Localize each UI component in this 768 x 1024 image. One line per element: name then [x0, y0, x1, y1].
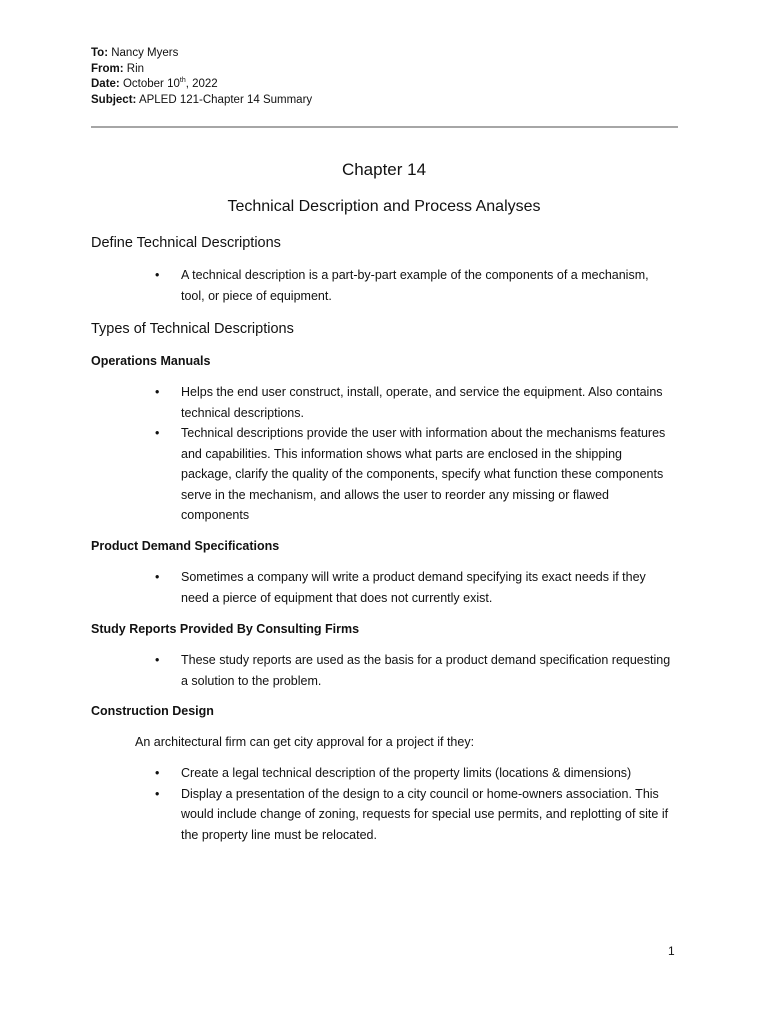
construction-bullet-list	[155, 763, 675, 845]
heading-types-of-technical-descriptions: Types of Technical Descriptions	[91, 321, 294, 337]
list-item-text: A technical description is a part-by-part example of the components of a mechanism, tool, or piece of equipment.	[181, 268, 649, 303]
chapter-subtitle: Technical Description and Process Analyses	[227, 198, 541, 215]
define-bullet-list	[155, 265, 675, 306]
list-item-text: Create a legal technical description of the property limits (locations & dimensions)	[181, 766, 632, 780]
bullet-icon: •	[155, 653, 160, 667]
chapter-title: Chapter 14	[341, 160, 427, 179]
memo-date	[91, 77, 312, 93]
heading-define-technical-descriptions: Define Technical Descriptions	[91, 235, 281, 251]
list-item-text: Sometimes a company will write a product demand specifying its exact needs if they need a pierce of equipment that does not currently exist.	[181, 570, 646, 605]
list-item	[155, 763, 675, 784]
memo-date-suffix: th	[179, 77, 186, 85]
memo-to-label: To:	[91, 47, 109, 59]
study-reports-bullet-list	[155, 650, 675, 691]
memo-from	[91, 62, 312, 78]
bullet-icon: •	[155, 786, 160, 801]
memo-divider	[91, 126, 678, 128]
bullet-icon: •	[155, 426, 160, 440]
list-item	[155, 423, 675, 526]
memo-header	[91, 46, 312, 108]
memo-from-label: From:	[91, 62, 124, 75]
operations-bullet-list	[155, 382, 675, 526]
list-item-text: Helps the end user construct, install, operate, and service the equipment. Also contains technical descriptions.	[181, 385, 663, 420]
page-number: 1	[668, 944, 675, 958]
bullet-icon: •	[155, 766, 160, 780]
construction-intro: An architectural firm can get city approval for a project if they:	[135, 735, 475, 749]
memo-date-label: Date:	[91, 78, 120, 90]
product-demand-bullet-list	[155, 567, 675, 608]
heading-operations-manuals: Operations Manuals	[91, 354, 211, 368]
memo-from-value: Rin	[126, 62, 145, 75]
list-item-text: Display a presentation of the design to a city council or home-owners association. This would include change of zoning, requests for special use permits, and replotting of site if the property line must be relocated.	[181, 786, 669, 842]
memo-to-value: Nancy Myers	[111, 47, 179, 59]
memo-to	[91, 46, 312, 62]
list-item	[155, 650, 675, 691]
list-item	[155, 567, 675, 608]
memo-subject-label: Subject:	[91, 93, 137, 106]
list-item	[155, 265, 675, 306]
heading-study-reports: Study Reports Provided By Consulting Firms	[91, 622, 360, 636]
memo-subject	[91, 93, 312, 109]
memo-subject-value: APLED 121-Chapter 14 Summary	[138, 93, 313, 106]
memo-date-year: , 2022	[185, 78, 218, 90]
list-item	[155, 382, 675, 423]
heading-product-demand-specifications: Product Demand Specifications	[91, 539, 280, 553]
heading-construction-design: Construction Design	[91, 704, 214, 718]
bullet-icon: •	[155, 385, 160, 399]
memo-date-value: October 10	[122, 78, 180, 90]
bullet-icon: •	[155, 570, 160, 584]
list-item-text: Technical descriptions provide the user with information about the mechanisms features and capabilities. This information shows what parts are enclosed in the shipping package, clarify the quality of the components, specify what function these components serve in the mechanism, and allows the user to reorder any missing or flawed components	[181, 426, 666, 522]
list-item	[155, 784, 675, 846]
bullet-icon: •	[155, 268, 160, 282]
list-item-text: These study reports are used as the basis for a product demand specification requesting a solution to the problem.	[181, 653, 671, 688]
